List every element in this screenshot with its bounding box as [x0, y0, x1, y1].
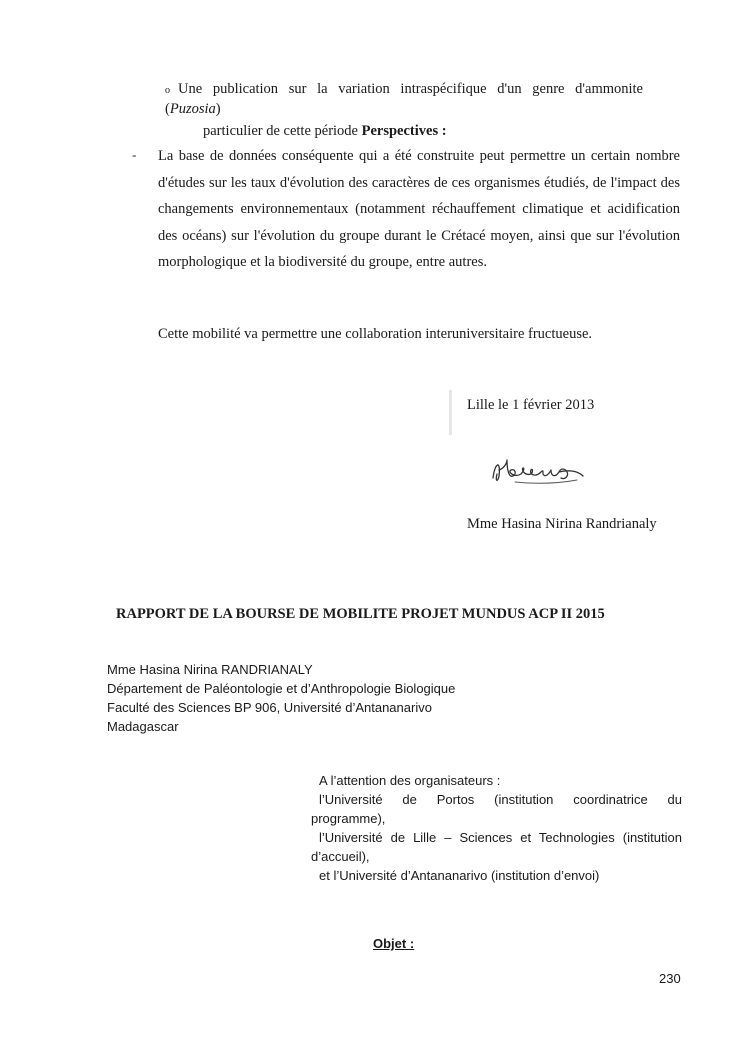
address-line: Madagascar: [107, 719, 179, 734]
paren-close: ): [215, 101, 221, 117]
address-line: Mme Hasina Nirina RANDRIANALY: [107, 662, 313, 677]
address-line: Faculté des Sciences BP 906, Université d’Antananarivo: [107, 700, 432, 715]
sub-item-text: Une publication sur la variation intraspécifique d'un genre d'ammonite: [178, 81, 643, 97]
paren-open: (: [165, 101, 170, 117]
signature-icon: [485, 448, 595, 494]
sender-address: [107, 660, 455, 736]
dash-bullet: -: [132, 147, 137, 162]
continuation-text: particulier de cette période: [203, 123, 362, 139]
recipient-line: l’Université de Lille – Sciences et Technologies (institution: [319, 830, 682, 845]
signature-image: [485, 448, 595, 494]
circle-bullet-icon: o: [165, 85, 170, 96]
address-line: Département de Paléontologie et d’Anthropologie Biologique: [107, 681, 456, 696]
closing-sentence: Cette mobilité va permettre une collaboration interuniversitaire fructueuse.: [158, 326, 593, 342]
sub-item-genus-line: [165, 101, 221, 117]
page-number: 230: [659, 971, 681, 986]
sub-item-line1: [165, 80, 643, 100]
perspectives-heading: Perspectives :: [361, 123, 447, 139]
recipient-line-cont: d’accueil),: [311, 849, 370, 864]
sub-list-item: [165, 80, 643, 119]
perspectives-paragraph: La base de données conséquente qui a été construite peut permettre un certain nombre d'études sur les taux d'évolution des caractères de ces organismes étudiés, de l'impact des changements environnementaux (notamment réchauffement climatique et acidification des océans) sur l'évolution du groupe durant le Crétacé moyen, ainsi que sur l'évolution morphologique et la biodiversité du groupe, entre autres.: [158, 148, 680, 271]
recipient-line: l’Université de Portos (institution coordinatrice du: [319, 792, 682, 807]
date-line: Lille le 1 février 2013: [467, 397, 595, 413]
recipients-block: [311, 771, 682, 885]
objet-heading: Objet :: [373, 936, 415, 951]
recipient-line-cont: programme),: [311, 811, 386, 826]
signer-name: Mme Hasina Nirina Randrianaly: [467, 516, 657, 532]
recipient-line: et l’Université d’Antananarivo (institution d’envoi): [319, 868, 600, 883]
attention-heading: A l’attention des organisateurs :: [319, 773, 501, 788]
report-title: RAPPORT DE LA BOURSE DE MOBILITE PROJET MUNDUS ACP II 2015: [116, 606, 605, 622]
continuation-line: [203, 122, 447, 141]
genus-name: Puzosia: [169, 101, 216, 117]
